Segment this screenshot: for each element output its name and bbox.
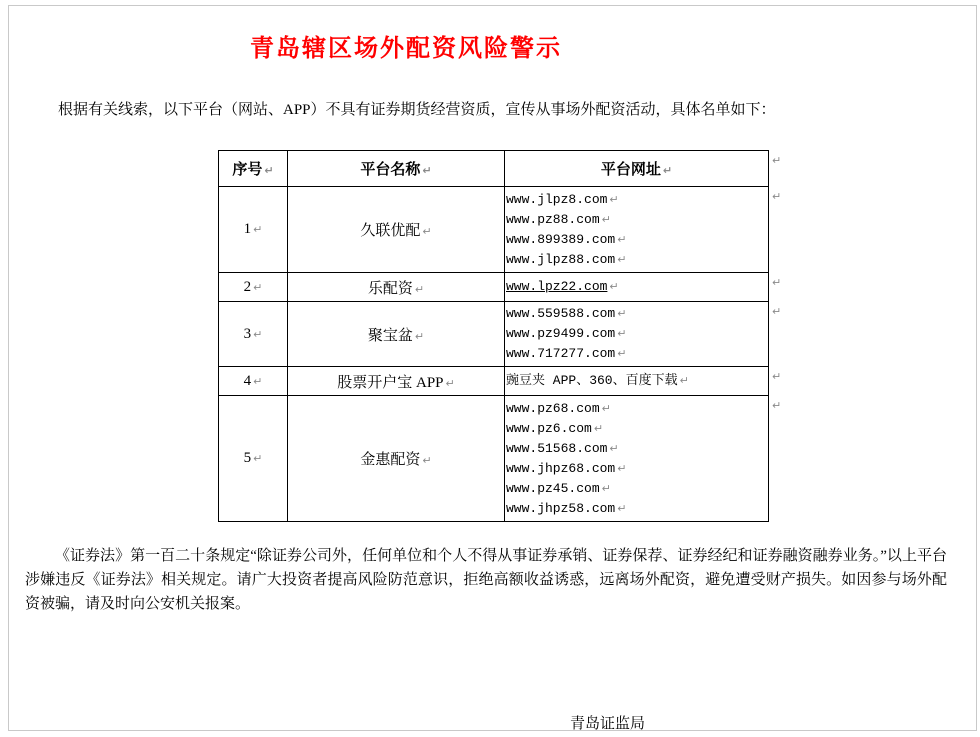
paragraph-mark-icon: ↵ <box>601 481 611 495</box>
header-cell-urls <box>505 151 769 187</box>
header-label-name: 平台名称 <box>360 162 421 178</box>
paragraph-mark-icon: ↵ <box>414 282 425 296</box>
platform-urls-cell <box>505 396 769 522</box>
row-index-cell <box>219 367 288 396</box>
paragraph-mark-icon: ↵ <box>617 327 627 340</box>
table-row <box>219 367 769 396</box>
paragraph-mark-icon: ↵ <box>662 164 673 177</box>
signature: 青岛证监局 <box>570 716 646 732</box>
paragraph-mark-icon: ↵ <box>422 164 432 177</box>
paragraph-mark-icon: ↵ <box>609 441 619 455</box>
row-index: 5 <box>243 450 252 466</box>
paragraph-mark-icon: ↵ <box>617 347 627 360</box>
url-line <box>506 344 767 364</box>
platform-url: www.51568.com <box>506 440 608 456</box>
url-line <box>506 399 767 419</box>
paragraph-mark-icon: ↵ <box>609 280 619 293</box>
table-row <box>219 396 769 522</box>
url-line <box>506 371 767 391</box>
platform-name-cell <box>288 367 505 396</box>
paragraph-mark-icon: ↵ <box>593 421 604 435</box>
platform-name-cell <box>288 396 505 522</box>
platform-url: 豌豆夹 APP、360、百度下载 <box>506 373 678 388</box>
url-line <box>506 210 767 230</box>
url-line <box>506 479 767 499</box>
paragraph-mark-icon: ↵ <box>617 232 627 246</box>
paragraph-mark-icon: ↵ <box>253 223 263 236</box>
paragraph-mark-icon: ↵ <box>601 401 611 415</box>
header-cell-index <box>219 151 288 187</box>
platform-table <box>218 150 769 522</box>
platform-url: www.jlpz8.com <box>506 191 608 207</box>
paragraph-mark-icon: ↵ <box>601 212 611 226</box>
url-line <box>506 277 767 297</box>
platform-url: www.pz68.com <box>506 400 600 416</box>
url-line <box>506 459 767 479</box>
platform-name-cell <box>288 273 505 302</box>
paragraph-mark-icon: ↵ <box>617 307 627 320</box>
row-end-mark-icon: ↵ <box>772 190 782 203</box>
paragraph-mark-icon: ↵ <box>253 374 263 388</box>
header-label-urls: 平台网址 <box>600 162 661 178</box>
header-label-index: 序号 <box>232 162 263 178</box>
paragraph-mark-icon: ↵ <box>253 452 263 465</box>
row-index-cell <box>219 273 288 302</box>
row-end-mark-icon: ↵ <box>772 276 782 289</box>
platform-url: www.pz88.com <box>506 211 600 227</box>
header-cell-name <box>288 151 505 187</box>
row-index: 3 <box>243 325 252 342</box>
platform-urls-cell <box>505 302 769 367</box>
url-line <box>506 230 767 250</box>
platform-url: www.pz6.com <box>506 420 592 436</box>
url-line <box>506 324 767 344</box>
platform-name: 久联优配 <box>360 223 421 239</box>
row-index: 4 <box>243 372 252 389</box>
platform-name: 股票开户宝 APP <box>337 374 444 391</box>
row-end-mark-icon: ↵ <box>772 399 782 412</box>
row-end-mark-icon: ↵ <box>772 305 782 318</box>
table-row <box>219 273 769 302</box>
paragraph-mark-icon: ↵ <box>617 252 627 266</box>
row-end-mark-icon: ↵ <box>772 370 782 383</box>
platform-url: www.jhpz58.com <box>506 500 616 516</box>
paragraph-mark-icon: ↵ <box>609 192 619 206</box>
row-index-cell <box>219 302 288 367</box>
url-line <box>506 190 767 210</box>
row-index-cell <box>219 396 288 522</box>
table-body <box>219 187 769 522</box>
url-line <box>506 439 767 459</box>
platform-name-cell <box>288 187 505 273</box>
paragraph-mark-icon: ↵ <box>253 327 263 341</box>
platform-url: www.jhpz68.com <box>506 460 616 476</box>
row-index-cell <box>219 187 288 273</box>
closing-paragraph: 《证券法》第一百二十条规定“除证券公司外，任何单位和个人不得从事证券承销、证券保荐、证券经纪和证券融资融券业务。”以上平台涉嫌违反《证券法》相关规定。请广大投资者提高风险防范意识，拒绝高额收益诱惑，远离场外配资，避免遭受财产损失。如因参与场外配资被骗，请及时向公安机关报案。 <box>25 548 947 612</box>
paragraph-mark-icon: ↵ <box>679 374 689 387</box>
intro-paragraph: 根据有关线索，以下平台（网站、APP）不具有证券期货经营资质，宣传从事场外配资活动，具体名单如下： <box>58 102 776 118</box>
table-row <box>219 302 769 367</box>
paragraph-mark-icon: ↵ <box>617 501 627 515</box>
paragraph-mark-icon: ↵ <box>264 164 274 177</box>
platform-url-link[interactable]: www.lpz22.com <box>506 279 608 294</box>
platform-url: www.559588.com <box>506 306 616 321</box>
url-line <box>506 250 767 270</box>
platform-urls-cell <box>505 273 769 302</box>
platform-name-cell <box>288 302 505 367</box>
table-header <box>219 151 769 187</box>
paragraph-mark-icon: ↵ <box>253 280 263 294</box>
table-row <box>219 187 769 273</box>
platform-url: www.jlpz88.com <box>506 251 616 267</box>
platform-name: 乐配资 <box>367 280 413 297</box>
platform-name: 聚宝盆 <box>367 327 413 344</box>
row-end-mark-icon: ↵ <box>772 154 782 167</box>
platform-urls-cell <box>505 187 769 273</box>
paragraph-mark-icon: ↵ <box>445 376 455 390</box>
url-line <box>506 499 767 519</box>
platform-urls-cell <box>505 367 769 396</box>
table-header-row <box>219 151 769 187</box>
platform-url: www.717277.com <box>506 346 616 361</box>
platform-url: www.899389.com <box>506 231 616 247</box>
paragraph-mark-icon: ↵ <box>414 329 425 343</box>
url-line <box>506 419 767 439</box>
row-index: 2 <box>243 278 252 295</box>
row-index: 1 <box>243 221 252 237</box>
document-title: 青岛辖区场外配资风险警示 <box>250 35 562 62</box>
document-page <box>8 5 977 731</box>
platform-url: www.pz45.com <box>506 480 600 496</box>
platform-table-wrap <box>218 150 782 522</box>
paragraph-mark-icon: ↵ <box>617 461 627 475</box>
platform-name: 金惠配资 <box>360 452 421 468</box>
paragraph-mark-icon: ↵ <box>422 225 432 238</box>
paragraph-mark-icon: ↵ <box>422 454 432 467</box>
platform-url: www.pz9499.com <box>506 326 616 341</box>
url-line <box>506 304 767 324</box>
